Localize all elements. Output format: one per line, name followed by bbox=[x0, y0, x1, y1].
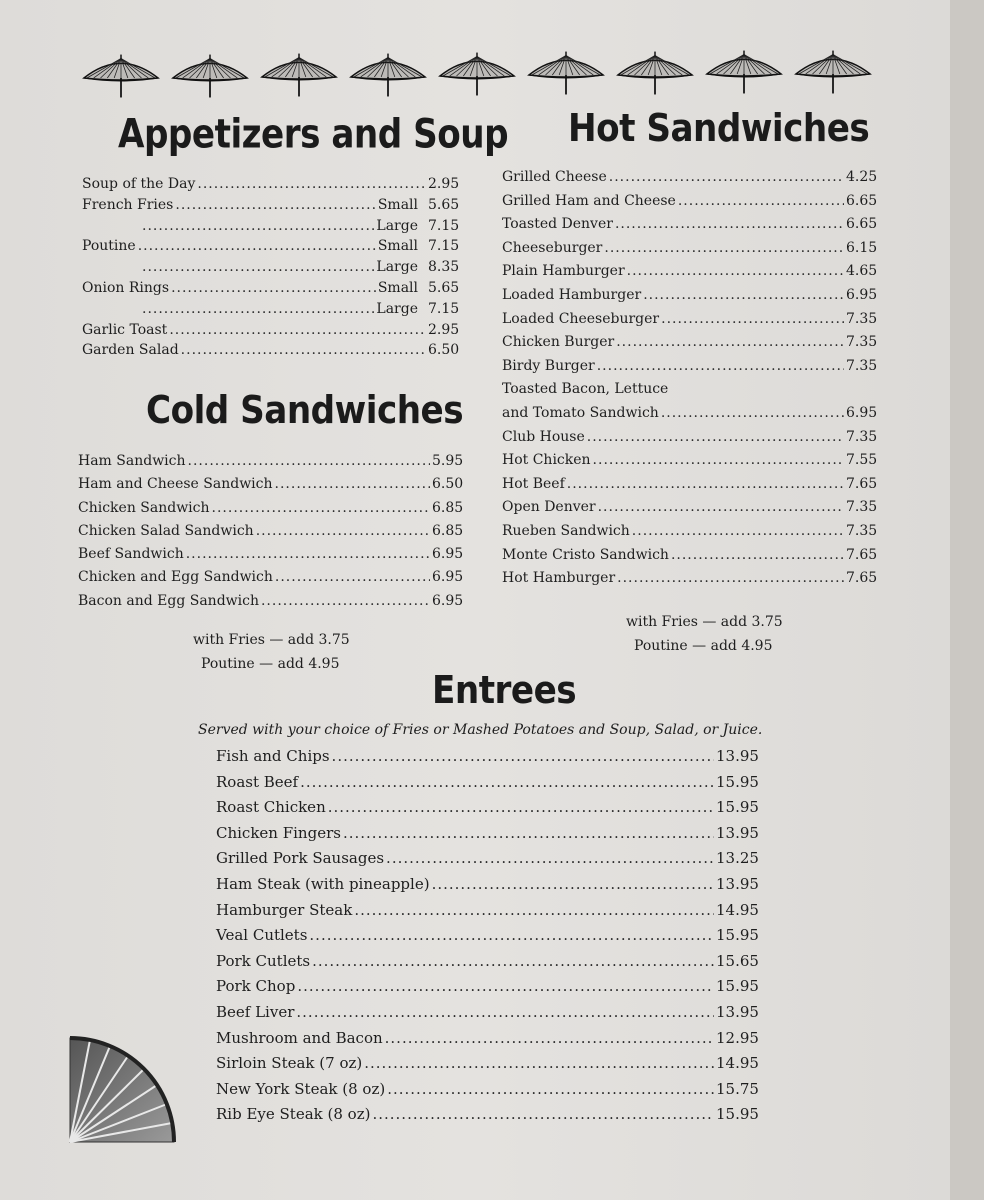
item-price: 15.95 bbox=[716, 1105, 759, 1124]
item-price: 5.95 bbox=[432, 453, 464, 469]
parasol-icon bbox=[171, 52, 249, 102]
item-name: Poutine bbox=[82, 238, 136, 255]
list-item bbox=[82, 299, 464, 320]
item-price: 13.95 bbox=[716, 1002, 759, 1021]
leader-dots bbox=[372, 1102, 714, 1128]
item-name: Chicken Fingers bbox=[216, 823, 341, 842]
item-price: 4.25 bbox=[846, 169, 878, 185]
item-name: Ham Sandwich bbox=[78, 453, 186, 469]
list-item bbox=[78, 473, 468, 496]
list-item bbox=[502, 544, 882, 568]
item-name: Garden Salad bbox=[82, 342, 179, 359]
item-name: Mushroom and Bacon bbox=[216, 1028, 383, 1047]
item-price: 7.15 bbox=[428, 300, 460, 317]
item-price: 7.15 bbox=[428, 238, 460, 255]
item-price: 6.85 bbox=[432, 499, 464, 516]
list-item bbox=[78, 450, 468, 473]
leader-dots bbox=[312, 949, 714, 975]
leader-dots bbox=[275, 566, 430, 589]
parasol-icon bbox=[705, 48, 783, 98]
list-item bbox=[216, 949, 758, 975]
item-name: Toasted Bacon, Lettuce bbox=[502, 381, 669, 398]
item-name: Pork Cutlets bbox=[216, 951, 311, 970]
list-item bbox=[502, 308, 882, 332]
item-name: Plain Hamburger bbox=[502, 263, 625, 280]
item-price: 6.65 bbox=[846, 192, 878, 209]
leader-dots bbox=[632, 520, 844, 544]
item-price: 12.95 bbox=[716, 1028, 759, 1047]
item-price: 15.65 bbox=[716, 951, 759, 970]
leader-dots bbox=[142, 216, 374, 237]
item-price: 13.95 bbox=[716, 747, 759, 765]
item-price: 4.65 bbox=[846, 263, 878, 280]
leader-dots bbox=[616, 331, 844, 355]
cold-sandwiches-list bbox=[78, 450, 468, 613]
leader-dots bbox=[181, 340, 426, 361]
list-item bbox=[216, 1051, 758, 1077]
item-price: 2.95 bbox=[428, 321, 460, 338]
list-item bbox=[82, 340, 464, 361]
hot-sandwiches-list bbox=[502, 166, 882, 591]
parasol-icon bbox=[82, 52, 160, 102]
list-item bbox=[502, 449, 882, 473]
leader-dots bbox=[309, 923, 714, 949]
item-name: Rib Eye Steak (8 oz) bbox=[216, 1105, 371, 1124]
parasol-icon bbox=[794, 48, 872, 98]
item-name: Rueben Sandwich bbox=[502, 522, 630, 539]
list-item bbox=[502, 496, 882, 520]
leader-dots bbox=[597, 355, 844, 379]
leader-dots bbox=[354, 898, 714, 924]
cold-note-fries: with Fries — add 3.75 bbox=[193, 632, 350, 648]
item-price: 6.95 bbox=[432, 592, 464, 609]
item-price: 14.95 bbox=[716, 900, 759, 919]
list-item bbox=[82, 195, 464, 216]
item-price: 13.95 bbox=[716, 823, 759, 842]
item-name: Toasted Denver bbox=[502, 216, 613, 233]
list-item bbox=[216, 821, 758, 847]
list-item bbox=[502, 190, 882, 214]
item-price: 13.95 bbox=[716, 874, 759, 893]
appetizers-heading: Appetizers and Soup bbox=[118, 110, 509, 158]
item-price: 15.95 bbox=[716, 977, 759, 996]
item-price: 7.55 bbox=[846, 452, 878, 469]
leader-dots bbox=[364, 1051, 714, 1077]
item-name: Hot Beef bbox=[502, 475, 565, 492]
umbrella-border bbox=[82, 46, 882, 96]
entrees-served-note: Served with your choice of Fries or Mashed Potatoes and Soup, Salad, or Juice. bbox=[198, 722, 763, 738]
leader-dots bbox=[593, 449, 844, 473]
list-item bbox=[502, 426, 882, 450]
item-price: 6.50 bbox=[428, 342, 460, 359]
leader-dots bbox=[188, 450, 430, 473]
item-size: Small bbox=[377, 238, 418, 255]
list-item bbox=[216, 898, 758, 924]
leader-dots bbox=[142, 299, 374, 320]
item-price: 13.25 bbox=[716, 849, 759, 868]
list-item bbox=[502, 166, 882, 190]
item-name: Beef Liver bbox=[216, 1002, 295, 1021]
leader-dots bbox=[604, 237, 844, 261]
item-name: Roast Beef bbox=[216, 772, 299, 791]
item-name: Grilled Pork Sausages bbox=[216, 849, 385, 868]
leader-dots bbox=[297, 974, 714, 1000]
leader-dots bbox=[385, 1026, 714, 1052]
list-item bbox=[502, 567, 882, 591]
parasol-icon bbox=[349, 51, 427, 101]
item-name: Hamburger Steak bbox=[216, 900, 353, 919]
parasol-icon bbox=[438, 50, 516, 100]
item-price: 7.35 bbox=[846, 310, 878, 327]
list-item bbox=[502, 331, 882, 355]
list-item bbox=[502, 237, 882, 261]
item-name: Chicken Sandwich bbox=[78, 499, 210, 516]
list-item bbox=[216, 744, 758, 770]
leader-dots bbox=[627, 260, 844, 284]
leader-dots bbox=[678, 190, 844, 214]
item-name: Hot Chicken bbox=[502, 452, 591, 469]
item-name: Loaded Cheeseburger bbox=[502, 310, 660, 327]
item-price: 15.95 bbox=[716, 772, 759, 791]
list-item bbox=[82, 320, 464, 341]
leader-dots bbox=[661, 402, 844, 426]
leader-dots bbox=[256, 520, 430, 543]
item-name: Hot Hamburger bbox=[502, 570, 616, 587]
parasol-icon bbox=[616, 49, 694, 99]
list-item bbox=[78, 543, 468, 566]
item-name: Monte Cristo Sandwich bbox=[502, 546, 669, 563]
item-name: Chicken and Egg Sandwich bbox=[78, 569, 273, 586]
entrees-heading: Entrees bbox=[432, 668, 577, 712]
leader-dots bbox=[615, 213, 844, 237]
item-size: Large bbox=[376, 217, 418, 234]
item-price: 7.35 bbox=[846, 334, 878, 351]
hot-sandwiches-heading: Hot Sandwiches bbox=[568, 106, 870, 150]
item-price: 5.65 bbox=[428, 279, 460, 296]
item-price: 8.35 bbox=[428, 259, 460, 276]
item-size: Small bbox=[377, 279, 418, 296]
leader-dots bbox=[567, 473, 844, 497]
leader-dots bbox=[343, 821, 714, 847]
list-item bbox=[216, 1102, 758, 1128]
leader-dots bbox=[142, 257, 374, 278]
hot-note-poutine: Poutine — add 4.95 bbox=[634, 638, 773, 654]
list-item bbox=[82, 278, 464, 299]
item-name: Roast Chicken bbox=[216, 798, 326, 817]
item-price: 6.50 bbox=[432, 476, 464, 493]
item-name: French Fries bbox=[82, 196, 174, 213]
item-price: 5.65 bbox=[428, 196, 460, 213]
list-item bbox=[502, 473, 882, 497]
leader-dots bbox=[169, 320, 426, 341]
item-name: Ham and Cheese Sandwich bbox=[78, 476, 273, 493]
leader-dots bbox=[609, 166, 844, 190]
list-item bbox=[216, 1000, 758, 1026]
list-item bbox=[502, 520, 882, 544]
entrees-list bbox=[216, 744, 758, 1128]
leader-dots bbox=[643, 284, 844, 308]
item-price: 6.95 bbox=[846, 404, 878, 421]
leader-dots bbox=[387, 1077, 714, 1103]
item-price: 6.95 bbox=[432, 569, 464, 586]
item-price: 6.15 bbox=[846, 239, 878, 256]
list-item bbox=[82, 236, 464, 257]
item-name: Beef Sandwich bbox=[78, 546, 184, 563]
list-item bbox=[502, 402, 882, 426]
list-item bbox=[82, 216, 464, 237]
item-price: 6.65 bbox=[846, 216, 878, 233]
item-name: Onion Rings bbox=[82, 279, 170, 296]
list-item bbox=[216, 872, 758, 898]
item-size: Small bbox=[377, 196, 418, 213]
list-item bbox=[216, 1026, 758, 1052]
item-price: 6.95 bbox=[432, 546, 464, 563]
item-price: 7.35 bbox=[846, 357, 878, 374]
item-name: Open Denver bbox=[502, 499, 596, 516]
list-item bbox=[502, 213, 882, 237]
item-name: and Tomato Sandwich bbox=[502, 404, 659, 421]
item-name: Club House bbox=[502, 428, 585, 445]
item-price: 7.65 bbox=[846, 546, 878, 563]
cold-sandwiches-heading: Cold Sandwiches bbox=[146, 388, 464, 432]
parasol-icon bbox=[527, 49, 605, 99]
list-item bbox=[216, 795, 758, 821]
leader-dots bbox=[386, 846, 714, 872]
item-price: 15.95 bbox=[716, 926, 759, 945]
item-price: 7.35 bbox=[846, 522, 878, 539]
list-item bbox=[502, 260, 882, 284]
item-name: New York Steak (8 oz) bbox=[216, 1079, 386, 1098]
hot-note-fries: with Fries — add 3.75 bbox=[626, 614, 783, 630]
item-name: Chicken Burger bbox=[502, 334, 615, 351]
item-name: Ham Steak (with pineapple) bbox=[216, 874, 430, 893]
item-name: Pork Chop bbox=[216, 977, 296, 996]
item-name: Birdy Burger bbox=[502, 357, 595, 374]
item-name: Bacon and Egg Sandwich bbox=[78, 592, 259, 609]
leader-dots bbox=[328, 795, 714, 821]
item-price: 7.15 bbox=[428, 217, 460, 234]
cold-note-poutine: Poutine — add 4.95 bbox=[201, 656, 340, 672]
item-size: Large bbox=[376, 259, 418, 276]
leader-dots bbox=[186, 543, 430, 566]
leader-dots bbox=[261, 590, 430, 613]
item-name: Fish and Chips bbox=[216, 747, 330, 765]
list-item bbox=[78, 566, 468, 589]
list-item bbox=[216, 923, 758, 949]
item-name: Grilled Cheese bbox=[502, 169, 607, 185]
item-price: 15.75 bbox=[716, 1079, 759, 1098]
parasol-icon bbox=[260, 51, 338, 101]
item-name: Soup of the Day bbox=[82, 176, 196, 192]
leader-dots bbox=[138, 236, 376, 257]
leader-dots bbox=[587, 426, 844, 450]
list-item bbox=[82, 174, 464, 195]
leader-dots bbox=[617, 567, 844, 591]
leader-dots bbox=[300, 770, 714, 796]
item-price: 2.95 bbox=[428, 176, 460, 192]
fan-icon bbox=[60, 1032, 180, 1152]
list-item bbox=[502, 284, 882, 308]
appetizers-list bbox=[82, 174, 464, 361]
list-item bbox=[78, 520, 468, 543]
list-item-line bbox=[502, 378, 882, 402]
item-name: Veal Cutlets bbox=[216, 926, 308, 945]
leader-dots bbox=[598, 496, 844, 520]
list-item bbox=[78, 497, 468, 520]
leader-dots bbox=[296, 1000, 714, 1026]
list-item bbox=[216, 846, 758, 872]
item-name: Grilled Ham and Cheese bbox=[502, 192, 676, 209]
item-name: Sirloin Steak (7 oz) bbox=[216, 1054, 363, 1073]
leader-dots bbox=[332, 744, 714, 770]
item-price: 14.95 bbox=[716, 1054, 759, 1073]
item-price: 7.65 bbox=[846, 570, 878, 587]
list-item bbox=[216, 770, 758, 796]
item-name: Garlic Toast bbox=[82, 321, 168, 338]
leader-dots bbox=[171, 278, 376, 299]
leader-dots bbox=[175, 195, 375, 216]
item-price: 6.85 bbox=[432, 522, 464, 539]
item-price: 15.95 bbox=[716, 798, 759, 817]
list-item bbox=[78, 590, 468, 613]
item-size: Large bbox=[376, 300, 418, 317]
item-price: 7.65 bbox=[846, 475, 878, 492]
item-price: 7.35 bbox=[846, 499, 878, 516]
leader-dots bbox=[197, 174, 426, 195]
leader-dots bbox=[432, 872, 714, 898]
item-name: Loaded Hamburger bbox=[502, 286, 642, 303]
list-item bbox=[82, 257, 464, 278]
item-name: Cheeseburger bbox=[502, 239, 603, 256]
item-price: 7.35 bbox=[846, 428, 878, 445]
item-price: 6.95 bbox=[846, 286, 878, 303]
list-item bbox=[216, 974, 758, 1000]
item-name: Chicken Salad Sandwich bbox=[78, 522, 254, 539]
list-item bbox=[216, 1077, 758, 1103]
leader-dots bbox=[661, 308, 844, 332]
leader-dots bbox=[275, 473, 430, 496]
list-item bbox=[502, 355, 882, 379]
leader-dots bbox=[671, 544, 844, 568]
background-surface bbox=[950, 0, 984, 1200]
leader-dots bbox=[212, 497, 430, 520]
